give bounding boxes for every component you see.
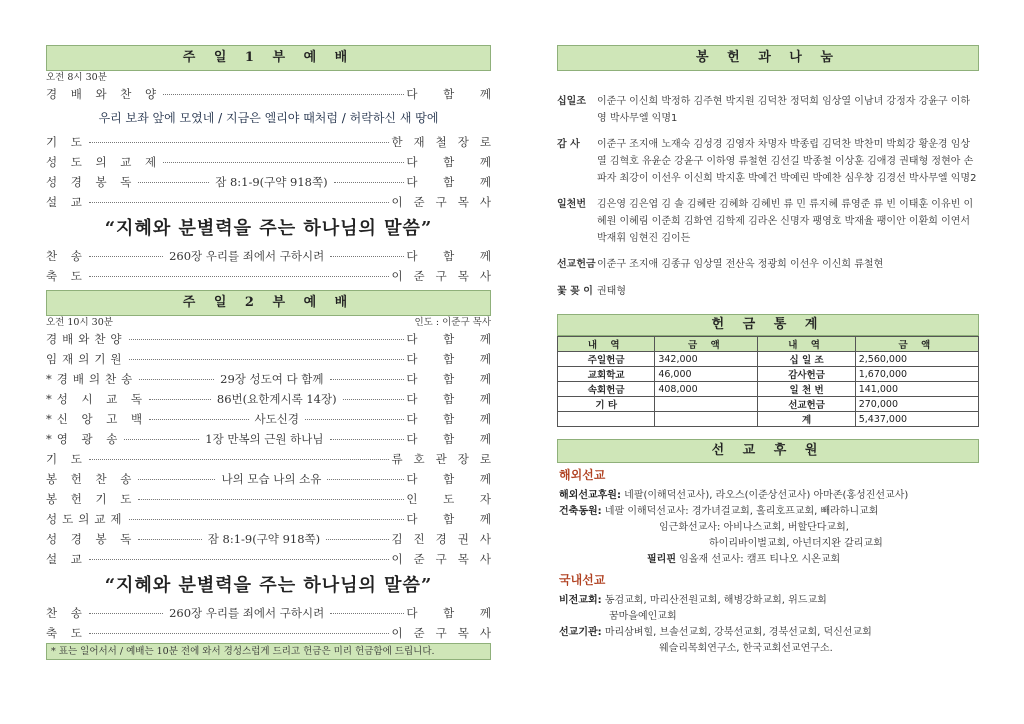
order-label: 성도의교제 (46, 512, 127, 526)
order-label: 축 도 (46, 269, 87, 283)
mission-text: 네팔(이해덕선교사), 라오스(이준상선교사) 아마존(홍성진선교사) (624, 490, 909, 501)
stats-cell: 342,000 (655, 352, 758, 367)
stats-cell: 46,000 (655, 367, 758, 382)
order-row (46, 349, 502, 369)
offering-group-head: 꽃 꽂 이 (557, 286, 593, 297)
order-row (46, 489, 502, 509)
service2-order-3 (46, 603, 503, 643)
mission-line (559, 593, 979, 609)
dot-leader (138, 499, 404, 500)
mission-line (559, 488, 979, 504)
order-detail: 잠 8:1-9(구약 918쪽) (207, 532, 321, 546)
service1-hymn-line: 우리 보좌 앞에 모였네 / 지금은 엘리야 때처럼 / 허락하신 새 땅에 (98, 111, 439, 125)
mission-text: 하이리바이벌교회, 아넌더지완 갈리교회 (709, 538, 883, 549)
order-row (46, 329, 502, 349)
order-leader: 다 함 께 (406, 606, 503, 620)
order-leader: 이준구목사 (391, 626, 502, 640)
order-row (46, 623, 502, 643)
stats-cell: 5,437,000 (855, 412, 978, 427)
mission-text: 동검교회, 마리산전원교회, 해병강화교회, 위드교회 (604, 595, 827, 606)
mission-line (559, 552, 979, 568)
order-label: 성 경 봉 독 (46, 532, 137, 546)
mission-text: 임근화선교사: 아비나스교회, 버할단다교회, (659, 522, 849, 533)
offering-group-head: 감 사 (557, 139, 580, 150)
order-label: *신 앙 고 백 (46, 412, 148, 426)
order-row (46, 529, 502, 549)
order-leader: 다 함 께 (406, 352, 502, 366)
order-label: 성 경 봉 독 (46, 175, 137, 189)
dot-leader (330, 256, 404, 257)
order-leader: 다 함 께 (406, 432, 503, 446)
order-leader: 다 함 께 (406, 372, 502, 386)
dot-leader (138, 479, 215, 480)
offering-group-names: 이준구 이신희 박정하 김주현 박지원 김덕찬 정덕희 임상열 이남녀 강정자 강윤구 이하영 박사무엘 익명1 (597, 96, 971, 124)
order-row (46, 369, 502, 389)
offering-title: 봉 헌 과 나 눔 (557, 45, 979, 71)
service1-time-row (46, 71, 491, 84)
dot-leader (330, 613, 404, 614)
dot-leader (89, 142, 390, 143)
dot-leader (334, 182, 405, 183)
dot-leader (124, 439, 199, 440)
mission-head: 건축동원: (559, 506, 602, 517)
stats-cell: 2,560,000 (855, 352, 978, 367)
stats-row (558, 397, 979, 412)
order-row (46, 409, 503, 429)
stats-header-cell: 내 역 (758, 337, 855, 352)
dot-leader (89, 633, 390, 634)
offering-group-names: 이준구 조지애 김종규 임상열 전산옥 정광희 이선우 이신희 류철현 (597, 259, 884, 270)
order-detail: 29장 성도여 다 함께 (220, 372, 324, 386)
stats-header-row (558, 337, 979, 352)
offering-group (557, 196, 979, 247)
service2-order (46, 329, 503, 569)
service1-order-2 (46, 132, 502, 212)
dot-leader (129, 519, 405, 520)
mission-line (559, 641, 979, 657)
mission-line (559, 536, 979, 552)
order-leader: 이준구목사 (391, 552, 502, 566)
order-label: 기 도 (46, 452, 87, 466)
order-label: 임재의기원 (46, 352, 127, 366)
stats-header-cell: 내 역 (558, 337, 655, 352)
order-leader: 다 함 께 (406, 155, 502, 169)
service2-leader: 인도 : 이준구 목사 (414, 317, 491, 328)
order-label: 봉 헌 기 도 (46, 492, 137, 506)
mission-head: 비전교회: (559, 595, 602, 606)
offering-group-names: 김은영 김은엽 김 솔 김혜란 김혜화 김혜빈 류 민 류지혜 류영준 류 빈 이태훈 이유빈 이혜원 이혜림 이준희 김화연 김학제 김라온 신명자 팽영호 박재율 팽이안 이환희 이연서 박재휘 임현진 김이든 (597, 199, 974, 244)
order-label: 찬 송 (46, 606, 87, 620)
order-label: *경배의찬송 (46, 372, 138, 386)
dot-leader (89, 202, 390, 203)
dot-leader (129, 359, 405, 360)
order-row (46, 84, 502, 104)
service2-title: 주 일 2 부 예 배 (46, 290, 491, 316)
order-leader: 이준구목사 (391, 195, 502, 209)
stats-cell: 주일헌금 (558, 352, 655, 367)
order-label: 설 교 (46, 552, 87, 566)
mission-text: 마리삼벼힐, 브솔선교회, 강북선교회, 경북선교회, 덕신선교회 (604, 627, 872, 638)
order-leader: 김진경권사 (391, 532, 502, 546)
order-row (46, 509, 502, 529)
mission-text: 꿈마을예인교회 (609, 611, 677, 622)
dot-leader (326, 539, 389, 540)
order-label: 경배와찬양 (46, 332, 127, 346)
dot-leader (330, 379, 405, 380)
order-leader: 다 함 께 (406, 412, 503, 426)
order-row (46, 603, 503, 623)
stats-cell: 속회헌금 (558, 382, 655, 397)
stats-cell: 141,000 (855, 382, 978, 397)
order-label: 설 교 (46, 195, 87, 209)
order-leader: 인 도 자 (406, 492, 502, 506)
dot-leader (129, 339, 405, 340)
left-column (46, 0, 503, 660)
offering-group (557, 136, 979, 187)
stats-row (558, 412, 979, 427)
dot-leader (139, 379, 214, 380)
mission-text: 임올재 선교사: 캠프 티나오 시온교회 (679, 554, 841, 565)
dot-leader (89, 459, 390, 460)
stats-header-cell: 금 액 (855, 337, 978, 352)
order-leader: 다 함 께 (406, 87, 502, 101)
order-detail: 잠 8:1-9(구약 918쪽) (215, 175, 328, 189)
stats-cell: 감사헌금 (758, 367, 855, 382)
order-label: *성 시 교 독 (46, 392, 148, 406)
offering-group (557, 256, 979, 273)
order-leader: 다 함 께 (406, 175, 502, 189)
service2-time-row (46, 316, 491, 329)
order-row (46, 192, 502, 212)
order-row (46, 266, 502, 286)
mission-head: 필리핀 (647, 554, 676, 565)
order-leader: 다 함 께 (406, 249, 503, 263)
mission-text: 네팔 이해덕선교사: 경가녀걸교회, 홀리호프교회, 빼라하니교회 (604, 506, 879, 517)
order-leader: 이준구목사 (391, 269, 502, 283)
dot-leader (89, 559, 390, 560)
missions-title: 선 교 후 원 (557, 439, 979, 463)
order-row (46, 172, 502, 192)
domestic-heading: 국내선교 (559, 573, 606, 587)
order-leader: 다 함 께 (406, 472, 503, 486)
stats-cell (558, 412, 655, 427)
mission-line (559, 609, 979, 625)
offering-stats-table (557, 336, 979, 427)
stats-cell: 기 타 (558, 397, 655, 412)
order-label: 찬 송 (46, 249, 87, 263)
stats-cell (655, 412, 758, 427)
order-label: 성 도 의 교 제 (46, 155, 162, 169)
order-row (46, 549, 502, 569)
order-label: 축 도 (46, 626, 87, 640)
mission-line (559, 520, 979, 536)
offering-group-head: 선교헌금 (557, 259, 596, 270)
dot-leader (149, 419, 248, 420)
order-leader: 다 함 께 (406, 512, 502, 526)
order-detail: 260장 우리를 죄에서 구하시려 (169, 249, 325, 263)
mission-head: 선교기관: (559, 627, 602, 638)
stats-cell: 408,000 (655, 382, 758, 397)
dot-leader (305, 419, 404, 420)
stats-cell: 선교헌금 (758, 397, 855, 412)
order-row (46, 449, 502, 469)
stats-row (558, 382, 979, 397)
order-leader: 다 함 께 (406, 332, 502, 346)
order-leader: 류호관장로 (391, 452, 502, 466)
right-column (557, 0, 979, 657)
dot-leader (89, 256, 163, 257)
service2-sermon-title: “지혜와 분별력을 주는 하나님의 말씀” (104, 575, 433, 596)
offering-group (557, 93, 979, 127)
service2-time: 오전 10시 30분 (46, 317, 113, 328)
order-row (46, 389, 502, 409)
mission-line (559, 504, 979, 520)
stats-cell: 270,000 (855, 397, 978, 412)
service1-title: 주 일 1 부 예 배 (46, 45, 491, 71)
offering-group-names: 이준구 조지애 노재숙 김성경 김영자 차명자 박종립 김덕찬 박찬미 박희강 황운경 임상열 김혁호 유윤순 강윤구 이하영 류철현 김선길 박종철 이상훈 김애경 권태형 정현아 손파자 최강이 이선우 이신희 박지훈 박예건 박예린 박예찬 심우창 김경선 박사무엘 익명2 (597, 139, 977, 184)
order-detail: 나의 모습 나의 소유 (221, 472, 322, 486)
mission-head: 해외선교후원: (559, 490, 621, 501)
dot-leader (163, 94, 404, 95)
service1-time: 오전 8시 30분 (46, 72, 107, 83)
stats-cell: 일 천 번 (758, 382, 855, 397)
offering-group-head: 일천번 (557, 199, 586, 210)
service1-order (46, 84, 502, 104)
stats-row (558, 367, 979, 382)
offering-list (557, 93, 979, 300)
order-detail: 86번(요한계시록 14장) (216, 392, 337, 406)
order-label: *영 광 송 (46, 432, 123, 446)
stats-row (558, 352, 979, 367)
order-leader: 한재철장로 (391, 135, 502, 149)
service1-order-3 (46, 246, 503, 286)
stats-header-cell: 금 액 (655, 337, 758, 352)
order-row (46, 246, 503, 266)
order-detail: 1장 만복의 근원 하나님 (205, 432, 324, 446)
offering-group-names: 권태형 (597, 286, 626, 297)
missions-body (557, 465, 979, 657)
domestic-list (559, 593, 979, 657)
dot-leader (327, 479, 404, 480)
dot-leader (89, 276, 390, 277)
dot-leader (163, 162, 404, 163)
service-note: * 표는 일어서서 / 예배는 10분 전에 와서 경성스럽게 드리고 헌금은 미리 헌금함에 드립니다. (46, 643, 491, 660)
stats-cell: 1,670,000 (855, 367, 978, 382)
order-row (46, 152, 502, 172)
order-row (46, 469, 503, 489)
overseas-heading: 해외선교 (559, 468, 606, 482)
order-row (46, 132, 502, 152)
order-label: 기 도 (46, 135, 87, 149)
order-detail: 260장 우리를 죄에서 구하시려 (169, 606, 325, 620)
stats-cell (655, 397, 758, 412)
stats-title: 헌 금 통 계 (557, 314, 979, 336)
stats-cell: 십 일 조 (758, 352, 855, 367)
mission-line (559, 625, 979, 641)
order-label: 봉 헌 찬 송 (46, 472, 137, 486)
order-row (46, 429, 503, 449)
overseas-list (559, 488, 979, 568)
order-detail: 사도신경 (254, 412, 299, 426)
dot-leader (343, 399, 405, 400)
offering-group-head: 십일조 (557, 96, 586, 107)
mission-text: 웨슬리목회연구소, 한국교회선교연구소. (659, 643, 833, 654)
stats-cell: 계 (758, 412, 855, 427)
service1-sermon-title: “지혜와 분별력을 주는 하나님의 말씀” (104, 218, 433, 239)
order-leader: 다 함 께 (406, 392, 502, 406)
stats-cell: 교회학교 (558, 367, 655, 382)
offering-group (557, 283, 979, 300)
dot-leader (138, 539, 201, 540)
dot-leader (138, 182, 209, 183)
dot-leader (149, 399, 211, 400)
dot-leader (89, 613, 163, 614)
dot-leader (330, 439, 405, 440)
order-label: 경 배 와 찬 양 (46, 87, 162, 101)
